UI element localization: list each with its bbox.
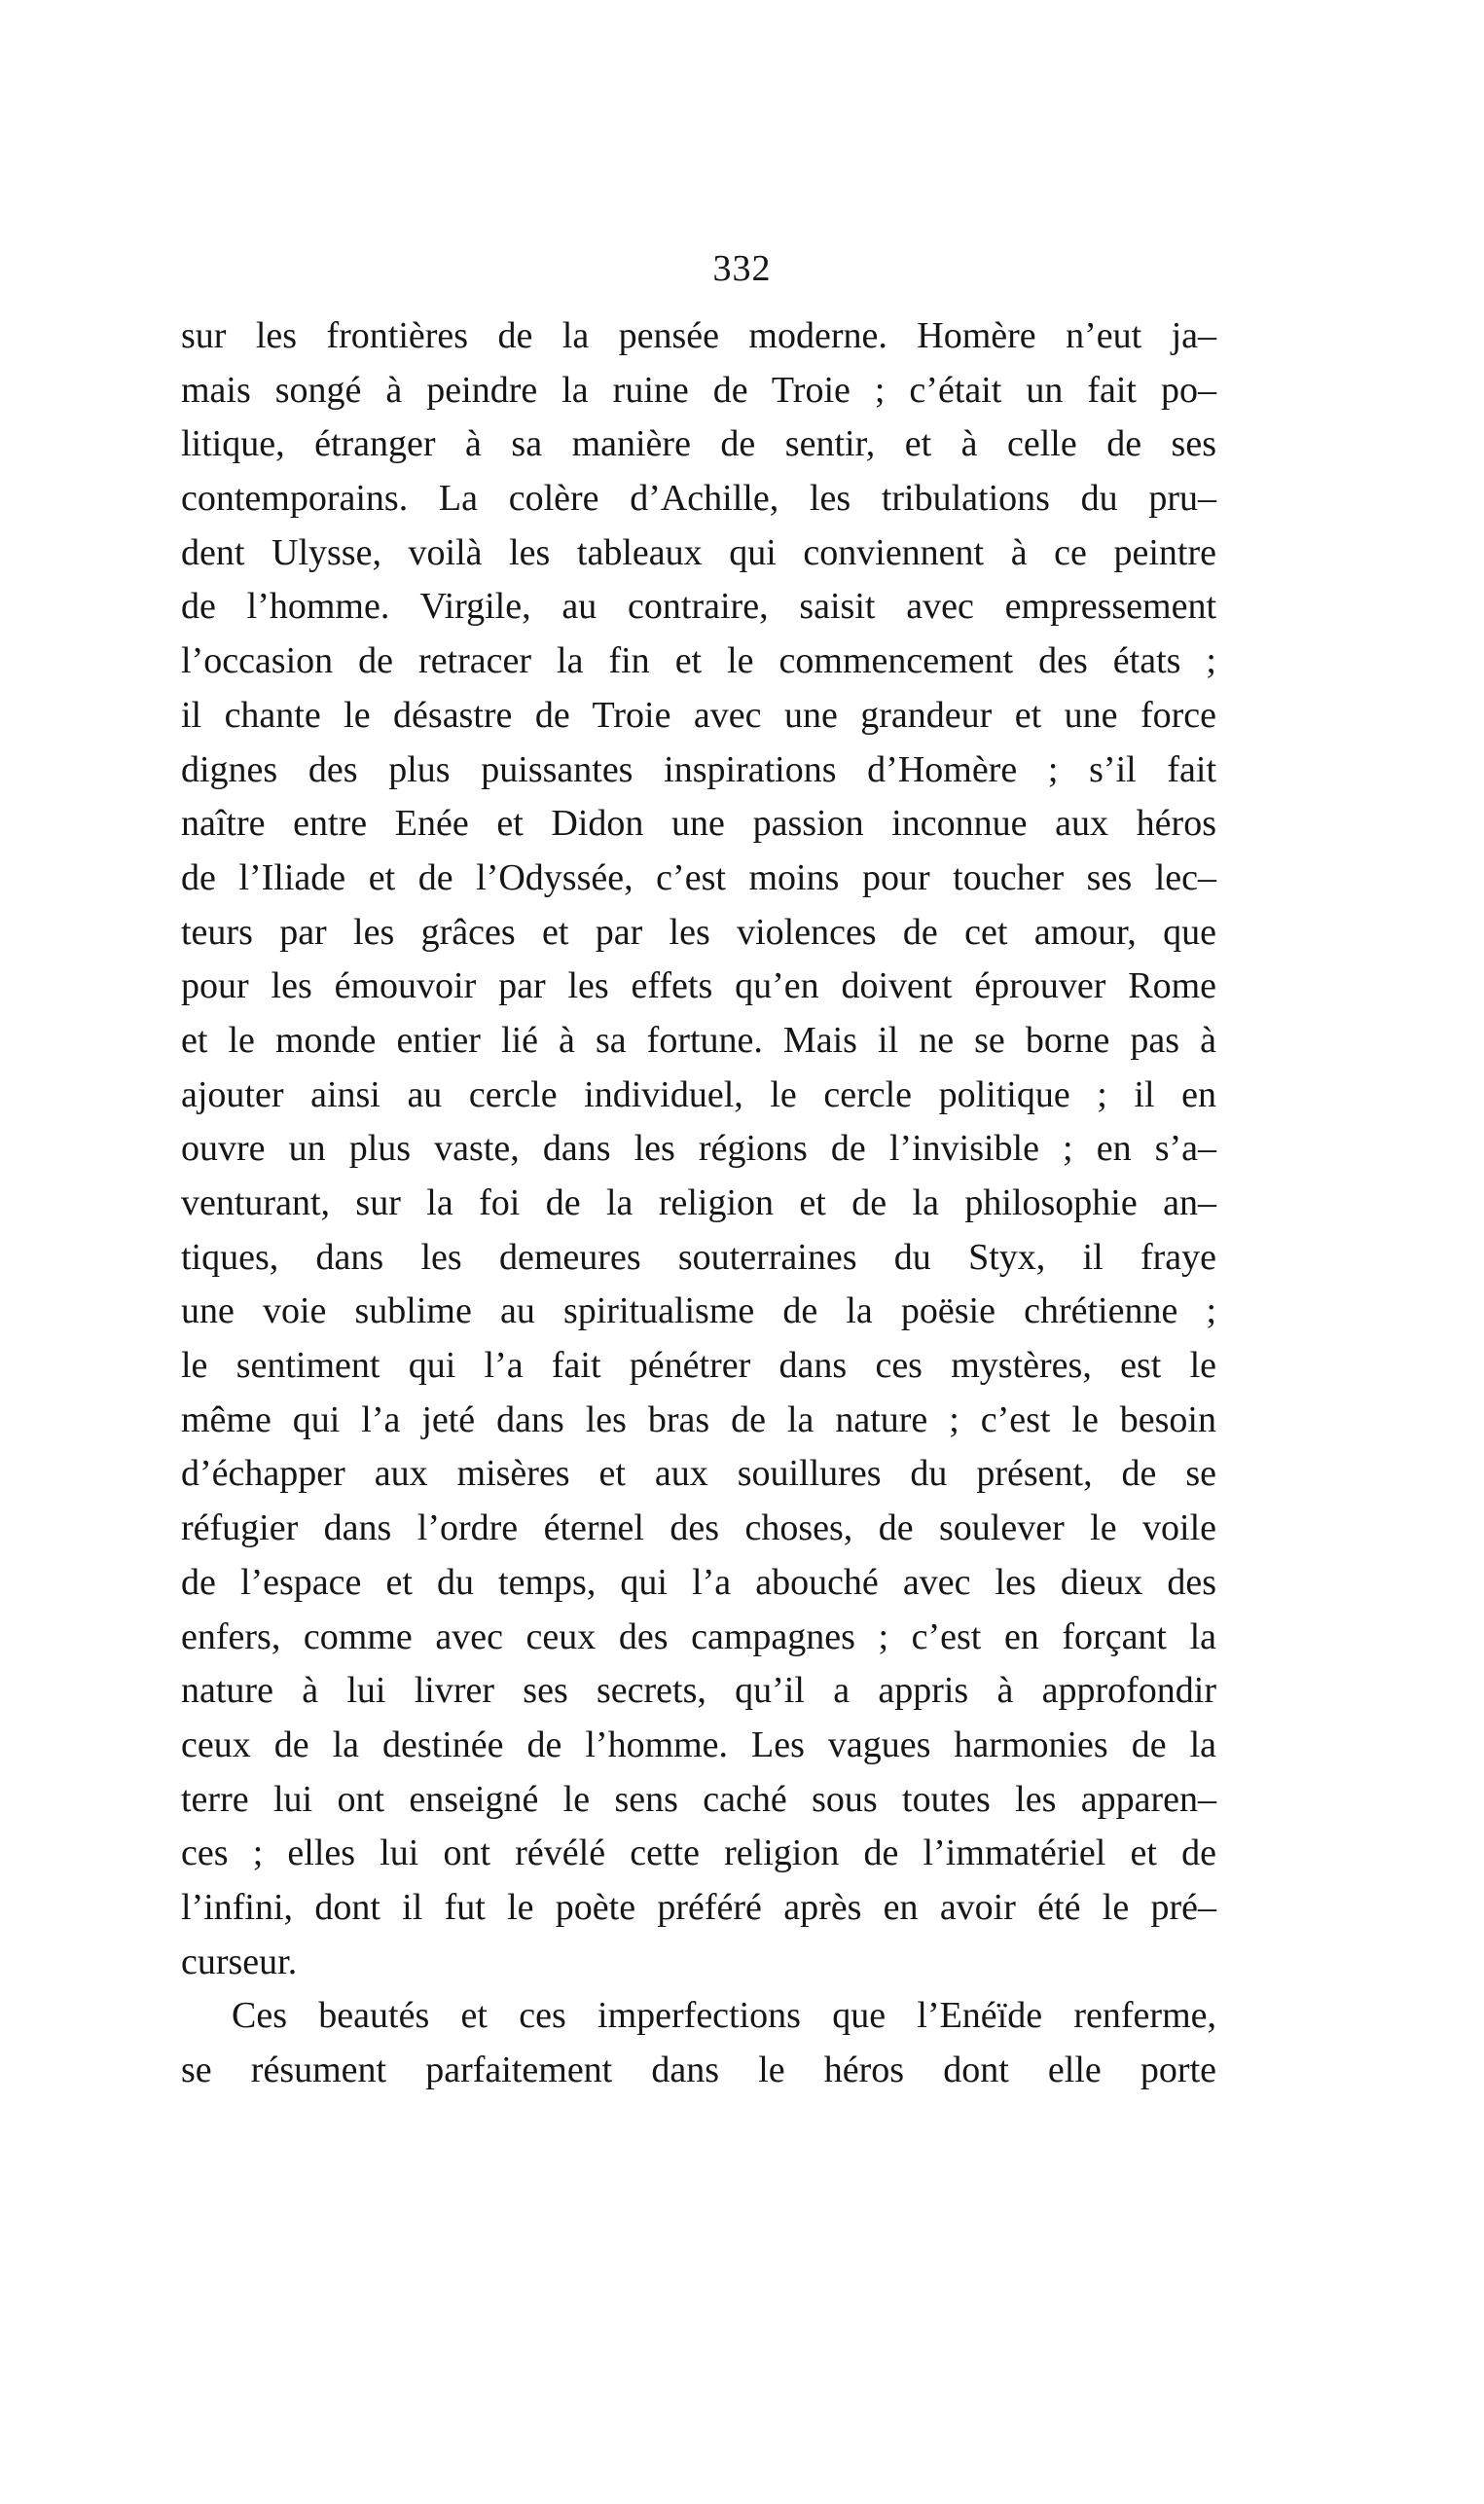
- text-line: de l’Iliade et de l’Odyssée, c’est moins pour toucher ses lec–: [181, 856, 1216, 898]
- text-line: et le monde entier lié à sa fortune. Mais il ne se borne pas à: [181, 1019, 1216, 1061]
- page-number: 332: [712, 248, 772, 289]
- text-line: litique, étranger à sa manière de sentir, et à celle de ses: [181, 423, 1216, 465]
- text-line: de l’espace et du temps, qui l’a abouché avec les dieux des: [181, 1561, 1216, 1603]
- text-line: teurs par les grâces et par les violences de cet amour, que: [181, 911, 1216, 953]
- paragraph-end-line: curseur.: [181, 1941, 298, 1982]
- text-line: contemporains. La colère d’Achille, les tribulations du pru–: [181, 478, 1216, 520]
- text-line: pour les émouvoir par les effets qu’en doivent éprouver Rome: [181, 965, 1216, 1007]
- body-text: [181, 309, 1216, 2098]
- text-line: l’infini, dont il fut le poète préféré après en avoir été le pré–: [181, 1886, 1216, 1928]
- text-line: même qui l’a jeté dans les bras de la nature ; c’est le besoin: [181, 1398, 1216, 1440]
- text-line: venturant, sur la foi de la religion et de la philosophie an–: [181, 1182, 1216, 1223]
- text-line: une voie sublime au spiritualisme de la poësie chrétienne ;: [181, 1290, 1216, 1332]
- text-line: naître entre Enée et Didon une passion inconnue aux héros: [181, 803, 1216, 845]
- text-line: de l’homme. Virgile, au contraire, saisit avec empressement: [181, 586, 1216, 628]
- text-line: il chante le désastre de Troie avec une grandeur et une force: [181, 694, 1216, 736]
- text-line: mais songé à peindre la ruine de Troie ; c’était un fait po–: [181, 369, 1216, 411]
- text-line: ajouter ainsi au cercle individuel, le cercle politique ; il en: [181, 1073, 1216, 1115]
- text-line: réfugier dans l’ordre éternel des choses, de soulever le voile: [181, 1507, 1216, 1549]
- text-line: sur les frontières de la pensée moderne. Homère n’eut ja–: [181, 315, 1216, 356]
- text-line: se résument parfaitement dans le héros dont elle porte: [181, 2050, 1216, 2090]
- text-line: dent Ulysse, voilà les tableaux qui conviennent à ce peintre: [181, 531, 1216, 573]
- text-line: d’échapper aux misères et aux souillures du présent, de se: [181, 1453, 1216, 1495]
- text-line: tiques, dans les demeures souterraines du Styx, il fraye: [181, 1236, 1216, 1278]
- text-line: terre lui ont enseigné le sens caché sous toutes les apparen–: [181, 1778, 1216, 1820]
- text-line: ouvre un plus vaste, dans les régions de l’invisible ; en s’a–: [181, 1128, 1216, 1170]
- text-line: nature à lui livrer ses secrets, qu’il a appris à approfondir: [181, 1670, 1216, 1712]
- text-line: ceux de la destinée de l’homme. Les vagues harmonies de la: [181, 1724, 1216, 1765]
- text-line: le sentiment qui l’a fait pénétrer dans ces mystères, est le: [181, 1345, 1216, 1387]
- text-line: l’occasion de retracer la fin et le commencement des états ;: [181, 640, 1216, 682]
- paragraph-start-line: Ces beautés et ces imperfections que l’Enéïde renferme,: [232, 1995, 1216, 2037]
- text-line: enfers, comme avec ceux des campagnes ; c’est en forçant la: [181, 1615, 1216, 1657]
- text-line: ces ; elles lui ont révélé cette religion de l’immatériel et de: [181, 1833, 1216, 1874]
- text-line: dignes des plus puissantes inspirations d’Homère ; s’il fait: [181, 748, 1216, 790]
